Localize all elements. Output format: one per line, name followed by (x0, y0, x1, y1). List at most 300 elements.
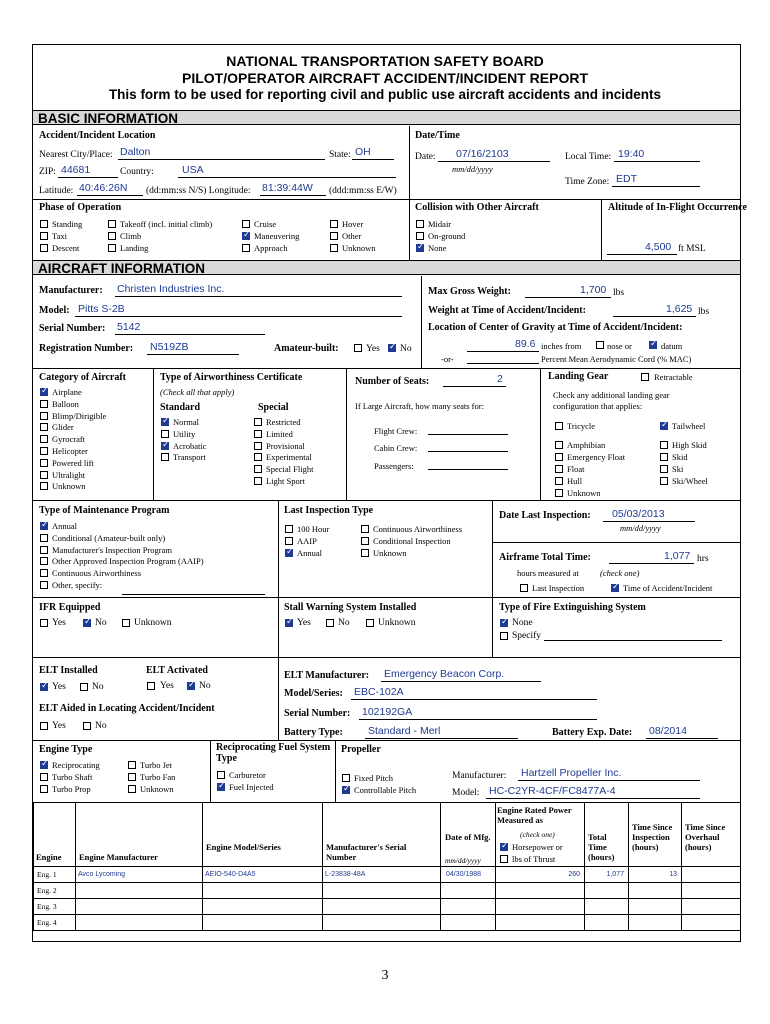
unknown-label: Unknown (52, 481, 86, 492)
on-ground-label: On-ground (428, 231, 466, 241)
high-skid-label: High Skid (672, 440, 707, 450)
prop-model-label: Model: (452, 788, 480, 798)
maneuvering-label: Maneuvering (254, 231, 300, 241)
stall-no-label: No (338, 618, 350, 628)
blimp-dirigible-label: Blimp/Dirigible (52, 410, 107, 421)
retractable-checkbox[interactable] (641, 373, 649, 381)
continuous-airworthiness-label: Continuous Airworthiness (373, 524, 463, 534)
conditional-inspection-checkbox[interactable] (361, 537, 369, 545)
time-of-accident-checkbox[interactable] (611, 584, 619, 592)
model-label: Model: (39, 305, 70, 316)
descent-label: Descent (52, 243, 80, 253)
airframe-time-field[interactable]: 1,077 (664, 550, 691, 562)
col-header-engine-model-series: Engine Model/Series (206, 842, 281, 852)
engine-table-cell[interactable]: L-23838-48A (325, 871, 366, 878)
continuous-airworthiness-checkbox[interactable] (361, 525, 369, 533)
conditional-inspection-label: Conditional Inspection (373, 536, 451, 546)
landing-gear-title: Landing Gear (548, 371, 609, 382)
other-specify-checkbox[interactable] (40, 581, 48, 589)
provisional-checkbox[interactable] (254, 442, 262, 450)
mgw-unit: lbs (613, 288, 625, 298)
fire-none-label: None (512, 618, 533, 628)
fuel-injected-label: Fuel Injected (229, 782, 274, 792)
zip-label: ZIP: (39, 167, 56, 177)
aaip-checkbox[interactable] (285, 537, 293, 545)
normal-checkbox[interactable] (161, 418, 169, 426)
tricycle-label: Tricycle (567, 421, 596, 431)
altitude-title: Altitude of In-Flight Occurrence (608, 202, 747, 213)
last-insp-date-format: mm/dd/yyyy (620, 523, 661, 533)
100-hour-label: 100 Hour (297, 524, 330, 534)
col-header-time-since-overhaul-hours: Time Since Overhaul (hours) (685, 822, 726, 852)
flight-crew-label: Flight Crew: (374, 426, 418, 436)
manufacturer-s-inspection-program-label: Manufacturer's Inspection Program (52, 544, 173, 555)
date-mfg-format: mm/dd/yyyy (445, 856, 481, 865)
max-gross-weight-field[interactable]: 1,700 (580, 284, 607, 296)
engine-table-cell: Eng. 3 (37, 902, 57, 911)
elt-aided-no[interactable] (83, 722, 91, 730)
fuel-system-title: Reciprocating Fuel System Type (216, 742, 331, 764)
special-label: Special (258, 402, 289, 413)
tricycle-checkbox[interactable] (555, 422, 563, 430)
col-header-manufacturer-s-serial-number: Manufacturer's Serial Number (326, 842, 407, 862)
annual-label: Annual (52, 521, 78, 531)
tailwheel-checkbox[interactable] (660, 422, 668, 430)
elt-installed-yes-label: Yes (52, 682, 66, 692)
passengers-label: Passengers: (374, 461, 414, 471)
check-one-note: (check one) (600, 568, 640, 578)
col-header-total-time-hours: Total Time (hours) (588, 832, 615, 862)
hover-label: Hover (342, 219, 364, 229)
conditional-amateur-built-only-label: Conditional (Amateur-built only) (52, 532, 166, 543)
amateur-yes-checkbox[interactable] (354, 344, 362, 352)
engine-table-cell: Eng. 1 (37, 870, 57, 879)
turbo-fan-checkbox[interactable] (128, 773, 136, 781)
restricted-checkbox[interactable] (254, 418, 262, 426)
model-field[interactable]: Pitts S-2B (78, 303, 125, 315)
experimental-checkbox[interactable] (254, 453, 262, 461)
other-specify-label: Other, specify: (52, 580, 103, 590)
cruise-checkbox[interactable] (242, 220, 250, 228)
high-skid-checkbox[interactable] (660, 441, 668, 449)
engine-table-cell[interactable]: 13 (669, 871, 677, 878)
unknown-label: Unknown (342, 243, 376, 253)
skid-checkbox[interactable] (660, 453, 668, 461)
stall-unknown-label: Unknown (378, 618, 416, 628)
climb-checkbox[interactable] (108, 232, 116, 240)
powered-lift-checkbox[interactable] (40, 459, 48, 467)
stall-unknown-checkbox[interactable] (366, 619, 374, 627)
continuous-airworthiness-label: Continuous Airworthiness (52, 568, 142, 579)
lbs-of-thrust-checkbox[interactable] (500, 855, 508, 863)
fire-specify-checkbox[interactable] (500, 632, 508, 640)
light-sport-checkbox[interactable] (254, 477, 262, 485)
manufacturer-s-inspection-program-checkbox[interactable] (40, 546, 48, 554)
other-approved-inspection-program-aaip-label: Other Approved Inspection Program (AAIP) (52, 556, 204, 567)
elt-installed-yes[interactable] (40, 683, 48, 691)
page-number: 3 (381, 968, 389, 983)
reciprocating-checkbox[interactable] (40, 761, 48, 769)
glider-checkbox[interactable] (40, 423, 48, 431)
ifr-no-checkbox[interactable] (83, 619, 91, 627)
standing-checkbox[interactable] (40, 220, 48, 228)
fuel-injected-checkbox[interactable] (217, 783, 225, 791)
ifr-unknown-label: Unknown (134, 618, 172, 628)
carburetor-checkbox[interactable] (217, 771, 225, 779)
elt-activated-yes-label: Yes (160, 681, 174, 691)
float-checkbox[interactable] (555, 465, 563, 473)
manufacturer-label: Manufacturer: (39, 285, 103, 296)
cabin-crew-label: Cabin Crew: (374, 443, 418, 453)
unknown-label: Unknown (567, 488, 601, 498)
ultralight-checkbox[interactable] (40, 471, 48, 479)
annual-label: Annual (297, 548, 323, 558)
mac-label: Percent Mean Aerodynamic Cord (% MAC) (541, 354, 692, 364)
maneuvering-checkbox[interactable] (242, 232, 250, 240)
amphibian-checkbox[interactable] (555, 441, 563, 449)
hover-checkbox[interactable] (330, 220, 338, 228)
takeoff-incl-initial-climb-label: Takeoff (incl. initial climb) (120, 219, 213, 229)
elt-installed-no[interactable] (80, 683, 88, 691)
standing-label: Standing (52, 219, 83, 229)
altitude-unit: ft MSL (678, 244, 706, 254)
cg-datum-checkbox[interactable] (649, 341, 657, 349)
fire-title: Type of Fire Extinguishing System (499, 602, 646, 613)
battery-exp-field[interactable]: 08/2014 (649, 725, 687, 737)
unknown-checkbox[interactable] (40, 482, 48, 490)
basic-info-band: BASIC INFORMATION (33, 110, 740, 125)
cg-nose-checkbox[interactable] (596, 341, 604, 349)
date-format: mm/dd/yyyy (452, 164, 493, 174)
transport-checkbox[interactable] (161, 453, 169, 461)
approach-checkbox[interactable] (242, 244, 250, 252)
zip-field[interactable]: 44681 (61, 164, 91, 176)
airframe-hrs-unit: hrs (697, 554, 709, 564)
ski-label: Ski (672, 464, 684, 474)
controllable-pitch-label: Controllable Pitch (354, 785, 417, 795)
local-time-field[interactable]: 19:40 (618, 148, 645, 160)
standard-label: Standard (160, 402, 201, 413)
limited-checkbox[interactable] (254, 430, 262, 438)
stall-yes-label: Yes (297, 618, 311, 628)
elt-installed-title: ELT Installed (39, 665, 98, 676)
cert-subtitle: (Check all that apply) (160, 387, 235, 397)
weight-unit: lbs (698, 307, 710, 317)
aircraft-info-band: AIRCRAFT INFORMATION (33, 260, 740, 275)
midair-label: Midair (428, 219, 452, 229)
unknown-label: Unknown (373, 548, 407, 558)
last-inspection-label: Last Inspection (532, 583, 585, 593)
last-insp-date-label: Date Last Inspection: (499, 510, 591, 521)
powered-lift-label: Powered lift (52, 457, 94, 468)
elt-mfr-field[interactable]: Emergency Beacon Corp. (384, 668, 505, 680)
turbo-shaft-label: Turbo Shaft (52, 772, 93, 782)
tailwheel-label: Tailwheel (672, 421, 706, 431)
landing-label: Landing (120, 243, 149, 253)
on-ground-checkbox[interactable] (416, 232, 424, 240)
utility-checkbox[interactable] (161, 430, 169, 438)
state-field[interactable]: OH (355, 146, 371, 158)
manufacturer-field[interactable]: Christen Industries Inc. (117, 283, 225, 295)
other-approved-inspection-program-aaip-checkbox[interactable] (40, 557, 48, 565)
engine-table-cell[interactable]: 04/30/1988 (446, 871, 482, 878)
special-flight-checkbox[interactable] (254, 465, 262, 473)
gyrocraft-checkbox[interactable] (40, 435, 48, 443)
col-header-engine-rated-power-measured-as: Engine Rated Power Measured as (497, 805, 572, 825)
light-sport-label: Light Sport (266, 476, 305, 486)
100-hour-checkbox[interactable] (285, 525, 293, 533)
turbo-fan-label: Turbo Fan (140, 772, 176, 782)
maint-title: Type of Maintenance Program (39, 505, 170, 516)
engine-type-title: Engine Type (39, 744, 93, 755)
elt-aided-title: ELT Aided in Locating Accident/Incident (39, 703, 215, 714)
emergency-float-checkbox[interactable] (555, 453, 563, 461)
aaip-label: AAIP (297, 536, 317, 546)
ifr-title: IFR Equipped (39, 602, 101, 613)
retractable-label: Retractable (654, 372, 693, 382)
elt-model-label: Model/Series: (284, 688, 343, 699)
engine-table-cell: Eng. 4 (37, 918, 57, 927)
prop-model-field[interactable]: HC-C2YR-4CF/FC8477A-4 (489, 785, 616, 797)
amateur-built-label: Amateur-built: (274, 343, 339, 354)
elt-activated-yes[interactable] (147, 682, 155, 690)
agency-title: NATIONAL TRANSPORTATION SAFETY BOARD (226, 53, 544, 69)
skid-label: Skid (672, 452, 688, 462)
hull-label: Hull (567, 476, 583, 486)
engine-table-cell[interactable]: 260 (568, 871, 580, 878)
balloon-checkbox[interactable] (40, 400, 48, 408)
elt-activated-no[interactable] (187, 682, 195, 690)
utility-label: Utility (173, 428, 196, 439)
ski-wheel-checkbox[interactable] (660, 477, 668, 485)
ski-wheel-label: Ski/Wheel (672, 476, 708, 486)
balloon-label: Balloon (52, 398, 79, 409)
form-title: PILOT/OPERATOR AIRCRAFT ACCIDENT/INCIDENT REPORT (182, 70, 588, 86)
horsepower-or-checkbox[interactable] (500, 843, 508, 851)
fixed-pitch-checkbox[interactable] (342, 774, 350, 782)
collision-title: Collision with Other Aircraft (415, 202, 539, 213)
seats-label: Number of Seats: (355, 376, 430, 387)
weight-label: Weight at Time of Accident/Incident: (428, 305, 586, 316)
hours-measured-label: hours measured at (517, 568, 579, 578)
serial-label: Serial Number: (39, 323, 106, 334)
unknown-checkbox[interactable] (555, 489, 563, 497)
landing-checkbox[interactable] (108, 244, 116, 252)
turbo-prop-label: Turbo Prop (52, 784, 91, 794)
amateur-yes-label: Yes (366, 344, 380, 354)
longitude-field[interactable]: 81:39:44W (262, 182, 313, 194)
stall-no-checkbox[interactable] (326, 619, 334, 627)
taxi-checkbox[interactable] (40, 232, 48, 240)
amateur-no-checkbox[interactable] (388, 344, 396, 352)
annual-checkbox[interactable] (285, 549, 293, 557)
airframe-time-label: Airframe Total Time: (499, 552, 591, 563)
unknown-checkbox[interactable] (330, 244, 338, 252)
time-of-accident-label: Time of Accident/Incident (623, 583, 713, 593)
cert-title: Type of Airworthiness Certificate (160, 372, 303, 383)
state-label: State: (329, 150, 351, 160)
stall-title: Stall Warning System Installed (284, 602, 417, 613)
category-title: Category of Aircraft (39, 372, 127, 383)
engine-table-cell[interactable]: 1,077 (606, 871, 624, 878)
glider-label: Glider (52, 422, 74, 433)
gyrocraft-label: Gyrocraft (52, 434, 86, 445)
fixed-pitch-label: Fixed Pitch (354, 773, 393, 783)
elt-serial-field[interactable]: 102192GA (362, 706, 413, 718)
engine-table-cell[interactable]: AEIO-540-D4A5 (205, 871, 256, 878)
col-header-engine: Engine (36, 852, 62, 862)
cg-inches-label: inches from (541, 341, 582, 351)
provisional-label: Provisional (266, 440, 305, 451)
descent-checkbox[interactable] (40, 244, 48, 252)
turbo-jet-label: Turbo Jet (140, 760, 173, 770)
limited-label: Limited (266, 428, 293, 439)
special-flight-label: Special Flight (266, 464, 314, 475)
turbo-prop-checkbox[interactable] (40, 785, 48, 793)
none-checkbox[interactable] (416, 244, 424, 252)
phase-title: Phase of Operation (39, 202, 122, 213)
max-gross-weight-label: Max Gross Weight: (428, 286, 511, 297)
conditional-amateur-built-only-checkbox[interactable] (40, 534, 48, 542)
restricted-label: Restricted (266, 417, 301, 427)
datetime-title: Date/Time (415, 130, 460, 141)
battery-type-label: Battery Type: (284, 727, 343, 738)
altitude-field[interactable]: 4,500 (645, 241, 672, 253)
col-header-engine-manufacturer: Engine Manufacturer (79, 852, 158, 862)
prop-mfr-field[interactable]: Hartzell Propeller Inc. (521, 767, 622, 779)
other-label: Other (342, 231, 362, 241)
cruise-label: Cruise (254, 219, 277, 229)
elt-model-field[interactable]: EBC-102A (354, 686, 404, 698)
lbs-of-thrust-label: lbs of Thrust (512, 854, 556, 864)
cg-field[interactable]: 89.6 (515, 338, 536, 350)
turbo-jet-checkbox[interactable] (128, 761, 136, 769)
weight-field[interactable]: 1,625 (666, 303, 693, 315)
float-label: Float (567, 464, 585, 474)
turbo-shaft-checkbox[interactable] (40, 773, 48, 781)
location-title: Accident/Incident Location (39, 130, 156, 141)
time-zone-label: Time Zone: (565, 177, 610, 187)
ultralight-label: Ultralight (52, 469, 86, 480)
continuous-airworthiness-checkbox[interactable] (40, 569, 48, 577)
large-aircraft-label: If Large Aircraft, how many seats for: (355, 401, 484, 411)
latitude-format: (dd:mm:ss N/S) Longitude: (146, 186, 251, 196)
amateur-no-label: No (400, 344, 412, 354)
city-field[interactable]: Dalton (120, 146, 151, 158)
prop-mfr-label: Manufacturer: (452, 771, 507, 781)
experimental-label: Experimental (266, 452, 312, 463)
date-label: Date: (415, 152, 436, 162)
unknown-checkbox[interactable] (361, 549, 369, 557)
seats-field[interactable]: 2 (497, 373, 503, 385)
elt-aided-yes-label: Yes (52, 721, 66, 731)
transport-label: Transport (173, 452, 206, 463)
fire-specify-label: Specify (512, 631, 542, 641)
unknown-label: Unknown (140, 784, 174, 794)
helicopter-label: Helicopter (52, 446, 88, 456)
col-header-date-of-mfg: Date of Mfg. (445, 832, 491, 842)
battery-exp-label: Battery Exp. Date: (552, 727, 633, 738)
serial-field[interactable]: 5142 (117, 321, 141, 333)
taxi-label: Taxi (52, 231, 67, 241)
cg-nose-label: nose or (607, 341, 632, 351)
controllable-pitch-checkbox[interactable] (342, 786, 350, 794)
reciprocating-label: Reciprocating (52, 760, 100, 770)
fire-none-checkbox[interactable] (500, 619, 508, 627)
other-checkbox[interactable] (330, 232, 338, 240)
cg-datum-label: datum (661, 341, 683, 351)
helicopter-checkbox[interactable] (40, 447, 48, 455)
emergency-float-label: Emergency Float (567, 452, 626, 462)
propeller-title: Propeller (341, 744, 381, 755)
elt-aided-yes[interactable] (40, 722, 48, 730)
latitude-label: Latitude: (39, 186, 74, 196)
gear-sub2: configuration that applies: (553, 401, 643, 411)
registration-field[interactable]: N519ZB (150, 341, 189, 353)
country-field[interactable]: USA (182, 164, 204, 176)
blimp-dirigible-checkbox[interactable] (40, 412, 48, 420)
engine-table-cell: Eng. 2 (37, 886, 57, 895)
airplane-label: Airplane (52, 387, 82, 397)
climb-label: Climb (120, 231, 142, 241)
midair-checkbox[interactable] (416, 220, 424, 228)
city-label: Nearest City/Place: (39, 150, 113, 160)
acrobatic-label: Acrobatic (173, 440, 207, 451)
ifr-no-label: No (95, 618, 107, 628)
ski-checkbox[interactable] (660, 465, 668, 473)
cg-title: Location of Center of Gravity at Time of Accident/Incident: (428, 322, 683, 333)
date-field[interactable]: 07/16/2103 (456, 148, 509, 160)
carburetor-label: Carburetor (229, 770, 266, 780)
airplane-checkbox[interactable] (40, 388, 48, 396)
hull-checkbox[interactable] (555, 477, 563, 485)
col-header-time-since-inspection-hours: Time Since Inspection (hours) (632, 822, 673, 852)
engine-table-cell[interactable]: Avco Lycoming (78, 871, 126, 878)
acrobatic-checkbox[interactable] (161, 442, 169, 450)
normal-label: Normal (173, 417, 199, 427)
elt-activated-title: ELT Activated (146, 665, 208, 676)
approach-label: Approach (254, 243, 288, 253)
horsepower-or-label: Horsepower or (512, 842, 563, 852)
none-label: None (428, 243, 447, 253)
elt-aided-no-label: No (95, 721, 107, 731)
latitude-field[interactable]: 40:46:26N (79, 182, 128, 194)
takeoff-incl-initial-climb-checkbox[interactable] (108, 220, 116, 228)
amphibian-label: Amphibian (567, 440, 606, 450)
ifr-unknown-checkbox[interactable] (122, 619, 130, 627)
stall-yes-checkbox[interactable] (285, 619, 293, 627)
elt-installed-no-label: No (92, 682, 104, 692)
last-insp-date-field[interactable]: 05/03/2013 (612, 508, 665, 520)
ifr-yes-label: Yes (52, 618, 66, 628)
elt-mfr-label: ELT Manufacturer: (284, 670, 370, 681)
ifr-yes-checkbox[interactable] (40, 619, 48, 627)
battery-type-field[interactable]: Standard - Merl (368, 725, 441, 737)
time-zone-field[interactable]: EDT (616, 173, 637, 185)
last-inspection-checkbox[interactable] (520, 584, 528, 592)
registration-label: Registration Number: (39, 343, 134, 354)
unknown-checkbox[interactable] (128, 785, 136, 793)
cg-or-label: -or- (441, 354, 454, 364)
annual-checkbox[interactable] (40, 522, 48, 530)
form-subtitle: This form to be used for reporting civil and public use aircraft accidents and incidents (108, 87, 662, 102)
elt-serial-label: Serial Number: (284, 708, 351, 719)
elt-activated-no-label: No (199, 681, 211, 691)
longitude-format: (ddd:mm:ss E/W) (329, 186, 397, 196)
gear-sub1: Check any additional landing gear (553, 390, 670, 400)
power-check-one: (check one) (520, 830, 555, 839)
country-label: Country: (120, 167, 154, 177)
